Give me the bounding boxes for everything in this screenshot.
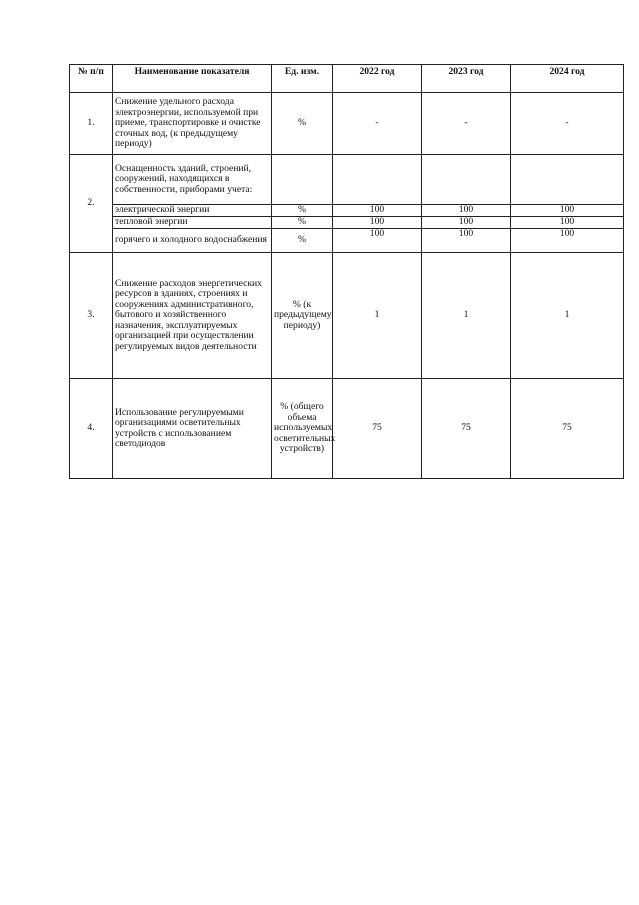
unit-cell: % [272, 205, 333, 217]
row-number: 4. [70, 379, 113, 479]
header-unit: Ед. изм. [272, 65, 333, 93]
unit-cell: % (общего объема используемых осветительных устройств) [272, 379, 333, 479]
value-2023: 100 [422, 217, 511, 229]
table-row [70, 155, 624, 205]
header-row [70, 65, 624, 93]
value-2024: 1 [511, 253, 624, 379]
header-name: Наименование показателя [113, 65, 272, 93]
table-row [70, 253, 624, 379]
row-number: 2. [70, 155, 113, 253]
unit-cell: % [272, 93, 333, 155]
value-2023: 1 [422, 253, 511, 379]
value-2022: 1 [333, 253, 422, 379]
value-2022: - [333, 93, 422, 155]
indicator-name: Оснащенность зданий, строений, сооружений, находящихся в собственности, приборами учета: [113, 155, 272, 205]
unit-cell: % (к предыдущему периоду) [272, 253, 333, 379]
value-2024: 75 [511, 379, 624, 479]
value-2024: 100 [511, 217, 624, 229]
indicator-name: Снижение удельного расхода электроэнергии, используемой при приеме, транспортировке и очистке сточных вод, (к предыдущему периоду) [113, 93, 272, 155]
row-number: 3. [70, 253, 113, 379]
table-row [70, 93, 624, 155]
row-number: 1. [70, 93, 113, 155]
table-row [70, 379, 624, 479]
table-subrow [70, 217, 624, 229]
value-2022 [333, 155, 422, 205]
value-2024: 100 [511, 229, 624, 253]
header-no: № п/п [70, 65, 113, 93]
header-2023: 2023 год [422, 65, 511, 93]
value-2023: 100 [422, 205, 511, 217]
value-2024: - [511, 93, 624, 155]
indicator-name: Снижение расходов энергетических ресурсов в зданиях, строениях и сооружениях административного, бытового и хозяйственного назначения, эксплуатируемых организацией при осуществлении регулируемых видов деятельности [113, 253, 272, 379]
table-subrow [70, 205, 624, 217]
indicator-subname: тепловой энергии [113, 217, 272, 229]
table-subrow [70, 229, 624, 253]
value-2023: - [422, 93, 511, 155]
value-2023: 75 [422, 379, 511, 479]
indicator-name: Использование регулируемыми организациями осветительных устройств с использованием светодиодов [113, 379, 272, 479]
indicators-table [69, 64, 624, 479]
indicator-subname: горячего и холодного водоснабжения [113, 229, 272, 253]
value-2022: 100 [333, 229, 422, 253]
unit-cell: % [272, 217, 333, 229]
header-2024: 2024 год [511, 65, 624, 93]
unit-cell: % [272, 229, 333, 253]
header-2022: 2022 год [333, 65, 422, 93]
unit-cell [272, 155, 333, 205]
value-2022: 100 [333, 217, 422, 229]
value-2024: 100 [511, 205, 624, 217]
value-2022: 75 [333, 379, 422, 479]
value-2023 [422, 155, 511, 205]
value-2024 [511, 155, 624, 205]
value-2023: 100 [422, 229, 511, 253]
indicator-subname: электрической энергии [113, 205, 272, 217]
value-2022: 100 [333, 205, 422, 217]
